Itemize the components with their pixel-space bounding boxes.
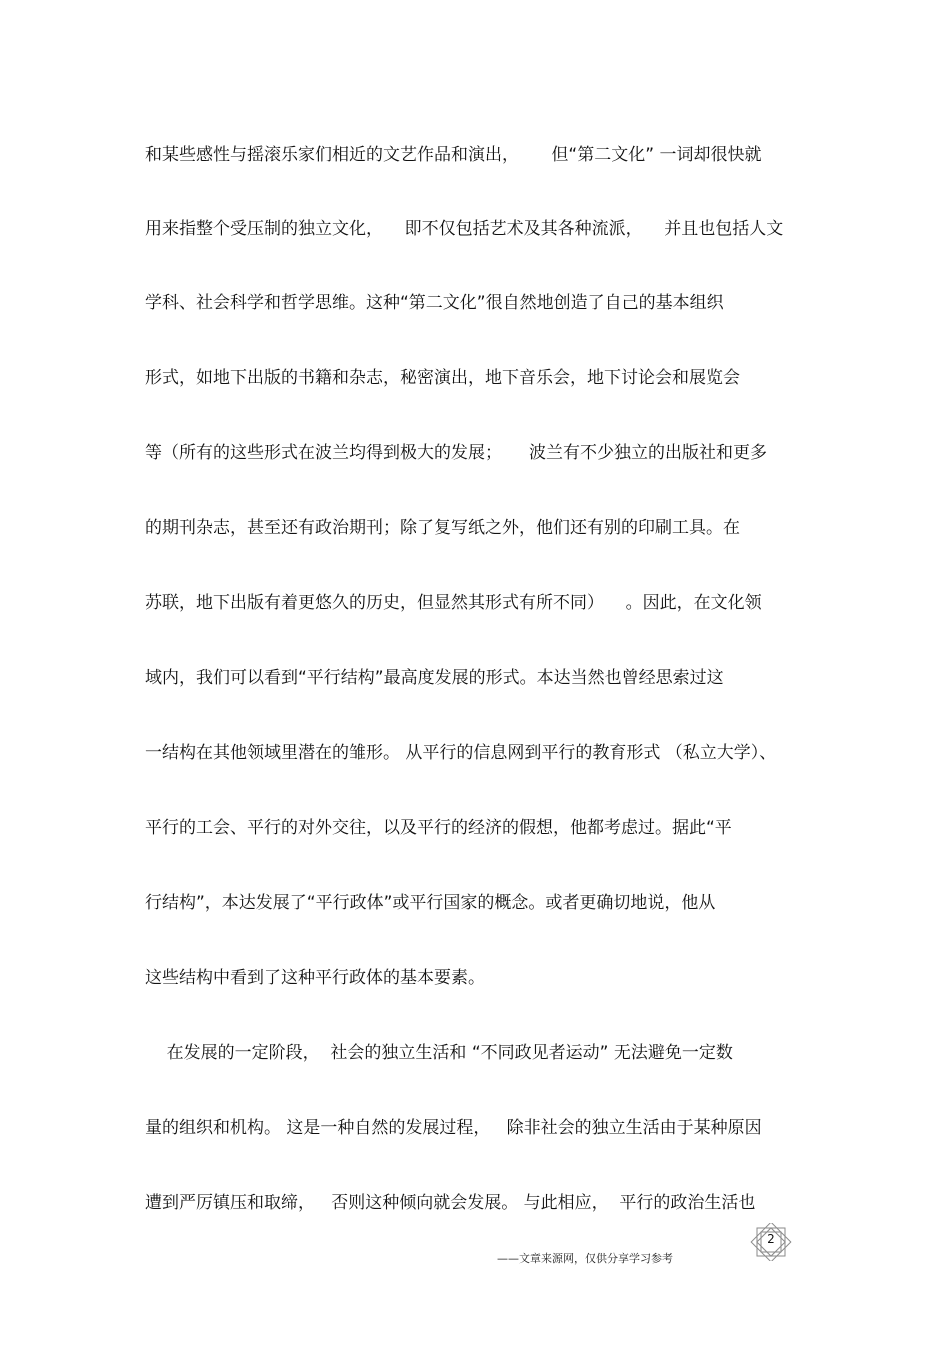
text-line: 学科、社会科学和哲学思维。这种“第二文化”很自然地创造了自己的基本组织 xyxy=(145,293,724,313)
text-line: 平行的工会、平行的对外交往，以及平行的经济的假想，他都考虑过。据此“平 xyxy=(145,818,732,838)
text-line: 形式，如地下出版的书籍和杂志，秘密演出，地下音乐会，地下讨论会和展览会 xyxy=(145,368,740,388)
text-line: 苏联，地下出版有着更悠久的历史，但显然其形式有所不同） 。因此，在文化领 xyxy=(145,593,762,613)
page-number: 2 xyxy=(767,1232,775,1246)
text-line: 等（所有的这些形式在波兰均得到极大的发展； 波兰有不少独立的出版社和更多 xyxy=(145,443,768,463)
text-line: 一结构在其他领域里潜在的雏形。 从平行的信息网到平行的教育形式 （私立大学）、 xyxy=(145,743,777,763)
text-line: 和某些感性与摇滚乐家们相近的文艺作品和演出， 但“第二文化” 一词却很快就 xyxy=(145,145,762,165)
text-line: 量的组织和机构。 这是一种自然的发展过程， 除非社会的独立生活由于某种原因 xyxy=(145,1118,762,1138)
text-line: 这些结构中看到了这种平行政体的基本要素。 xyxy=(145,968,485,988)
text-line: 在发展的一定阶段， 社会的独立生活和 “不同政见者运动” 无法避免一定数 xyxy=(145,1043,733,1063)
text-line: 行结构”，本达发展了“平行政体”或平行国家的概念。或者更确切地说，他从 xyxy=(145,893,716,913)
text-line: 用来指整个受压制的独立文化， 即不仅包括艺术及其各种流派， 并且也包括人文 xyxy=(145,219,784,239)
text-line: 的期刊杂志，甚至还有政治期刊；除了复写纸之外，他们还有别的印刷工具。在 xyxy=(145,518,740,538)
text-line: 遭到严厉镇压和取缔， 否则这种倾向就会发展。 与此相应， 平行的政治生活也 xyxy=(145,1193,756,1213)
text-line: 域内，我们可以看到“平行结构”最高度发展的形式。本达当然也曾经思索过这 xyxy=(145,668,724,688)
footer-note: ——文章来源网，仅供分享学习参考 xyxy=(497,1252,673,1265)
